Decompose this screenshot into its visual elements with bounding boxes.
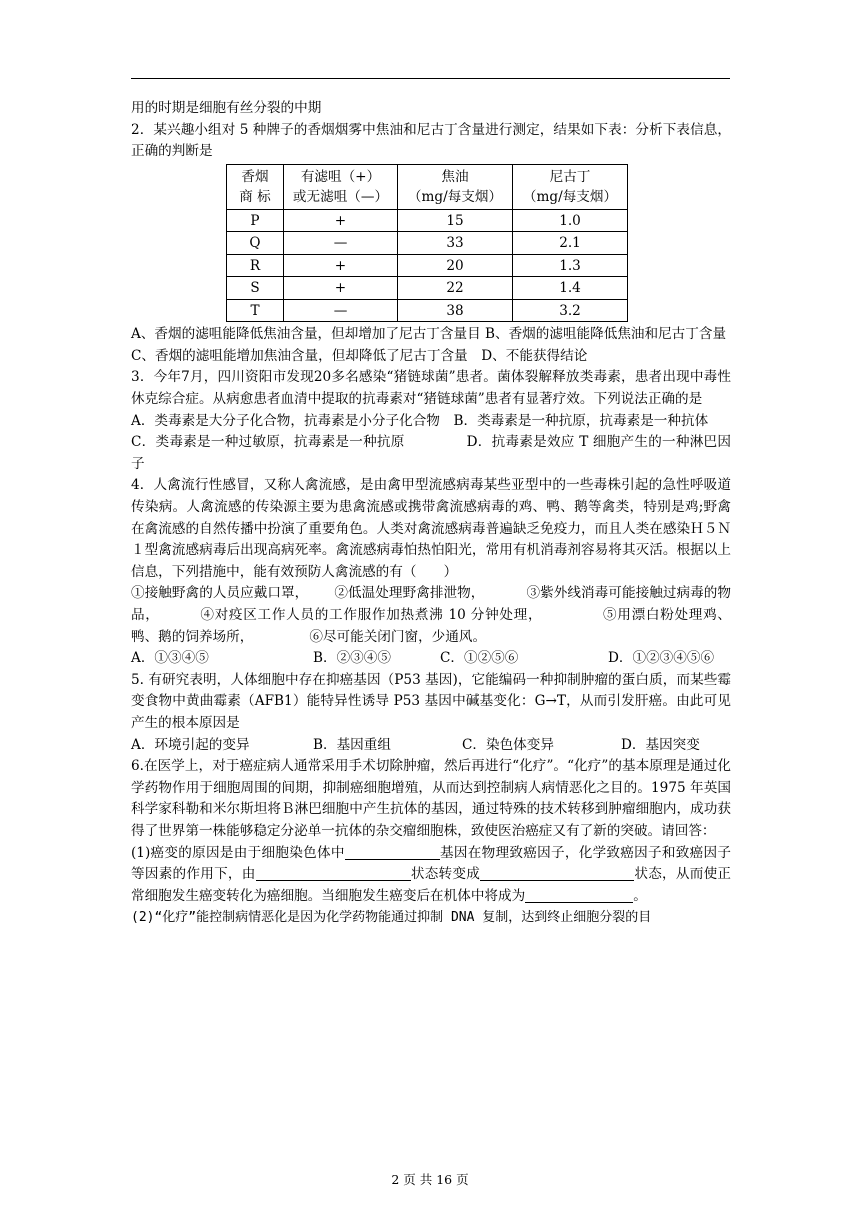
question-3-stem: 3．今年7月，四川资阳市发现20多名感染“猪链球菌”患者。菌体裂解释放类毒素，患者出现中毒性休克综合症。从病愈患者血清中提取的抗毒素对“猪链球菌”患者有显著疗效。下列说法正确的是 xyxy=(131,369,731,408)
question-5-stem: 5. 有研究表明，人体细胞中存在抑癌基因（P53 基因)，它能编码一种抑制肿瘤的蛋白质，而某些霉变食物中黄曲霉素（AFB1）能特异性诱导 P53 基因中碱基变化：G→T，从而引发肝癌。由此可见产生的根本原因是 xyxy=(131,671,731,731)
blank-4 xyxy=(525,888,633,903)
question-2-stem: 2．某兴趣小组对 5 种牌子的香烟烟雾中焦油和尼古丁含量进行测定，结果如下表：分析下表信息，正确的判断是 xyxy=(131,121,731,160)
question-4-options xyxy=(131,648,731,670)
option-a: A．类毒素是大分子化合物，抗毒素是小分子化合物 xyxy=(131,412,440,429)
question-3-options-cd xyxy=(131,432,731,475)
table-row xyxy=(227,209,628,232)
cell-tar: 33 xyxy=(398,232,513,255)
cell-filter: — xyxy=(284,299,398,322)
cell-tar: 20 xyxy=(398,254,513,277)
question-2-options-cd: C、香烟的滤咀能增加焦油含量，但却降低了尼古丁含量 D、不能获得结论 xyxy=(131,347,588,364)
cell-nicotine: 1.3 xyxy=(513,254,628,277)
page-footer: 2 页 共 16 页 xyxy=(391,1172,469,1187)
table-row xyxy=(227,232,628,255)
option-b: B．基因重组 xyxy=(313,736,391,753)
cell-brand: T xyxy=(227,299,284,322)
cell-tar: 22 xyxy=(398,277,513,300)
prev-question-tail: 用的时期是细胞有丝分裂的中期 xyxy=(131,100,322,116)
option-d: D．①②③④⑤⑥ xyxy=(608,650,715,667)
question-5-options xyxy=(131,735,731,757)
question-6-part-1 xyxy=(131,843,731,908)
cigarette-table xyxy=(226,164,628,323)
measure-1: ①接触野禽的人员应戴口罩， xyxy=(131,585,309,602)
option-b: B．类毒素是一种抗原，抗毒素是一种抗体 xyxy=(453,412,709,429)
question-4-measures xyxy=(131,583,731,648)
measure-2: ②低温处理野禽排泄物， xyxy=(334,585,485,602)
header-filter: 有滤咀（+） 或无滤咀（—） xyxy=(284,164,398,209)
measure-6: ⑥尽可能关闭门窗，少通风。 xyxy=(309,628,487,645)
blank-2 xyxy=(256,866,411,881)
cell-filter: + xyxy=(284,209,398,232)
cell-filter: + xyxy=(284,254,398,277)
cell-nicotine: 2.1 xyxy=(513,232,628,255)
table-row xyxy=(227,299,628,322)
q6-1-text-d: 状态，从而使正常细胞发生癌变转化为癌细胞。当细胞发生癌变后在机体中将成为 xyxy=(131,866,732,904)
header-nicotine: 尼古丁 （mg/每支烟） xyxy=(513,164,628,209)
question-4-stem: 4．人禽流行性感冒，又称人禽流感，是由禽甲型流感病毒某些亚型中的一些毒株引起的急性呼吸道传染病。人禽流感的传染源主要为患禽流感或携带禽流感病毒的鸡、鸭、鹅等禽类，特别是鸡;野禽在禽流感的自然传播中扮演了重要角色。人类对禽流感病毒普遍缺乏免疫力，而且人类在感染Ｈ５Ｎ１型禽流感病毒后出现高病死率。禽流感病毒怕热怕阳光，常用有机消毒剂容易将其灭活。根据以上信息，下列措施中，能有效预防人禽流感的有（ ） xyxy=(131,477,731,580)
cell-brand: Q xyxy=(227,232,284,255)
option-c: C．类毒素是一种过敏原，抗毒素是一种抗原 xyxy=(131,434,405,451)
cell-tar: 38 xyxy=(398,299,513,322)
cell-tar: 15 xyxy=(398,209,513,232)
cell-brand: S xyxy=(227,277,284,300)
cell-filter: — xyxy=(284,232,398,255)
header-rule xyxy=(131,78,730,79)
measure-5: ⑤用漂白粉处理鸡、鸭、鹅的饲养场所， xyxy=(131,607,732,645)
table-row xyxy=(227,254,628,277)
question-6-part-2: (2)“化疗”能控制病情恶化是因为化学药物能通过抑制 DNA 复制，达到终止细胞分裂的目 xyxy=(131,910,652,926)
cell-filter: + xyxy=(284,277,398,300)
cell-brand: R xyxy=(227,254,284,277)
page-content xyxy=(131,98,731,929)
option-a: A．①③④⑤ xyxy=(131,650,209,667)
blank-3 xyxy=(480,866,634,881)
cell-nicotine: 3.2 xyxy=(513,299,628,322)
q6-1-text-e: 。 xyxy=(633,887,647,904)
cell-nicotine: 1.0 xyxy=(513,209,628,232)
option-c: C．①②⑤⑥ xyxy=(440,650,519,667)
question-6-stem: 6.在医学上，对于癌症病人通常采用手术切除肿瘤，然后再进行“化疗”。“化疗”的基本原理是通过化学药物作用于细胞周围的间期，抑制癌细胞增殖，从而达到控制病人病情恶化之目的。1975 年英国科学家科勒和米尔斯坦将Ｂ淋巴细胞中产生抗体的基因，通过特殊的技术转移到肿瘤细胞内，成功获得了世界第一株能够稳定分泌单一抗体的杂交瘤细胞株，致使医治癌症又有了新的突破。请回答： xyxy=(131,758,731,839)
q6-1-text-a: (1)癌变的原因是由于细胞染色体中 xyxy=(131,844,345,861)
header-brand: 香烟 商 标 xyxy=(227,164,284,209)
option-a: A．环境引起的变异 xyxy=(131,736,250,753)
measure-3: ③紫外线消毒可能接触过病毒的物品， xyxy=(131,585,732,623)
option-d: D．基因突变 xyxy=(621,736,700,753)
option-c: C．染色体变异 xyxy=(462,736,554,753)
q6-1-text-b: 基因在物理致癌因子，化学致癌因子和致癌因子等因素的作用下，由 xyxy=(131,844,731,883)
blank-1 xyxy=(345,845,440,860)
table-row xyxy=(227,277,628,300)
q6-1-text-c: 状态转变成 xyxy=(410,866,481,883)
measure-4: ④对疫区工作人员的工作服作加热煮沸 10 分钟处理， xyxy=(199,607,543,623)
table-header-row xyxy=(227,164,628,209)
option-d: D．抗毒素是效应 T 细胞产生的一种淋巴因子 xyxy=(131,434,731,472)
question-2-options-ab: A、香烟的滤咀能降低焦油含量，但却增加了尼古丁含量目 B、香烟的滤咀能降低焦油和尼古丁含量 xyxy=(131,326,727,343)
cell-nicotine: 1.4 xyxy=(513,277,628,300)
question-3-options-ab xyxy=(131,411,731,433)
header-tar: 焦油 （mg/每支烟） xyxy=(398,164,513,209)
option-b: B．②③④⑤ xyxy=(313,650,391,667)
cell-brand: P xyxy=(227,209,284,232)
